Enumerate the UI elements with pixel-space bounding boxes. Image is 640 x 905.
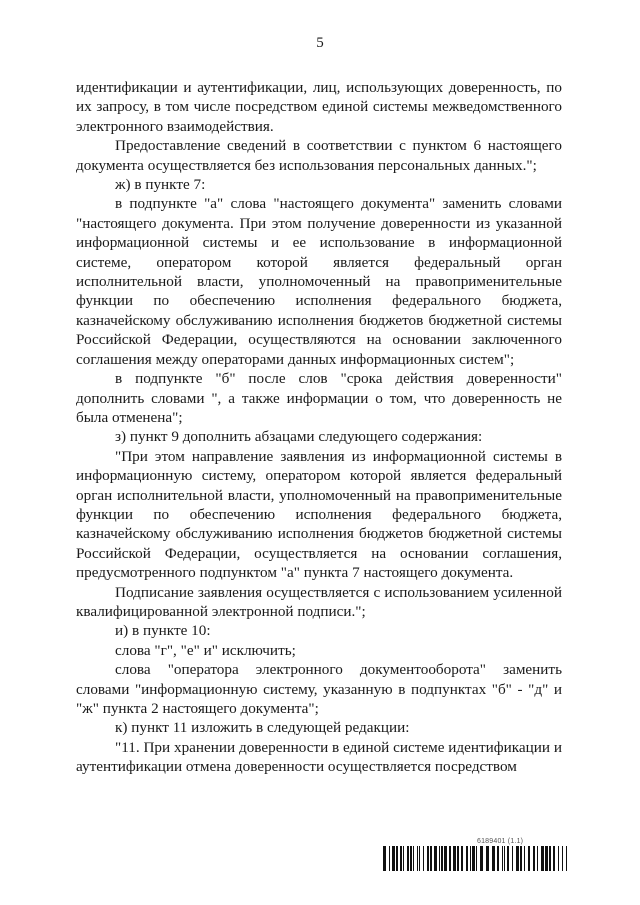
barcode-bar [419,846,420,871]
barcode-image [383,846,570,871]
barcode-bar [553,846,555,871]
paragraph-1: идентификации и аутентификации, лиц, использующих доверенность, по их запросу, в том числе посредством единой системы межведомственного электронного взаимодействия. [76,79,562,135]
barcode-bar [533,846,535,871]
barcode-bar [507,846,509,871]
barcode-bar [449,846,451,871]
barcode-bar [562,846,563,871]
barcode-bar [410,846,412,871]
barcode-bar [497,846,499,871]
paragraph-10: слова "г", "е" и" исключить; [115,641,296,659]
barcode-bar [444,846,447,871]
barcode-bar [407,846,409,871]
barcode-bar [441,846,443,871]
barcode-bar [492,846,495,871]
barcode-bar [417,846,418,871]
barcode-bar [466,846,468,871]
barcode-bar [545,846,548,871]
page-number: 5 [316,35,324,51]
barcode-bar [461,846,463,871]
paragraph-6: з) пункт 9 дополнить абзацами следующего содержания: [115,428,483,446]
paragraph-11: слова "оператора электронного документооборота" заменить словами "информационную систему, указанную в подпунктах "б" - "д" и "ж" пункта 2 настоящего документа"; [76,661,562,717]
barcode-bar [453,846,456,871]
barcode-bar [549,846,551,871]
barcode-bar [383,846,386,871]
barcode-bar [427,846,429,871]
barcode-bar [400,846,402,871]
barcode-number: 6189401 (1.1) [477,838,524,845]
barcode-bar [430,846,432,871]
barcode-bar [457,846,459,871]
paragraph-2: Предоставление сведений в соответствии с пунктом 6 настоящего документа осуществляется без использования персональных данных."; [76,137,562,174]
barcode-bar [423,846,424,871]
paragraph-3: ж) в пункте 7: [115,176,206,194]
barcode-bar [541,846,544,871]
barcode-bar [470,846,471,871]
barcode-bar [472,846,475,871]
barcode-bar [516,846,519,871]
barcode-bar [512,846,513,871]
barcode-bar [403,846,404,871]
paragraph-5: в подпункте "б" после слов "срока действия доверенности" дополнить словами ", а также информации о том, что доверенность не была отменена"; [76,370,562,426]
barcode-bar [520,846,522,871]
barcode-bar [439,846,440,871]
barcode-bar [524,846,525,871]
paragraph-7: "При этом направление заявления из информационной системы в информационную систему, оператором которой является федеральный орган исполнительной власти, уполномоченный на правоприменительные функции по обеспечению исполнения федерального бюджета, казначейскому обслуживанию исполнения бюджетов бюджетной системы Российской Федерации, осуществляется на основании соглашения, предусмотренного подпунктом "а" пункта 7 настоящего документа. [76,447,562,582]
barcode-bar [504,846,505,871]
paragraph-9: и) в пункте 10: [115,622,211,640]
barcode-bar [476,846,477,871]
paragraph-8: Подписание заявления осуществляется с использованием усиленной квалифицированной электронной подписи."; [76,583,562,620]
barcode-bar [528,846,530,871]
barcode-bar [558,846,559,871]
barcode-bar [434,846,437,871]
barcode-bar [502,846,503,871]
paragraph-13: "11. При хранении доверенности в единой системе идентификации и аутентификации отмена доверенности осуществляется посредством [76,738,562,776]
barcode-bar [566,846,567,871]
barcode-block [383,838,570,871]
barcode-bar [537,846,538,871]
barcode-bar [392,846,395,871]
barcode-bar [486,846,489,871]
document-body [76,78,562,777]
barcode-bar [389,846,390,871]
barcode-bar [480,846,483,871]
paragraph-12: к) пункт 11 изложить в следующей редакции: [115,719,410,737]
barcode-bar [413,846,414,871]
paragraph-4: в подпункте "а" слова "настоящего документа" заменить словами "настоящего документа. При этом получение доверенности из указанной информационной системы и ее использование в информационной системе, оператором которой является федеральный орган исполнительной власти, уполномоченный на правоприменительные функции по обеспечению исполнения федерального бюджета, казначейскому обслуживанию исполнения бюджетов бюджетной системы Российской Федерации, осуществляются на основании заключенного соглашения между операторами данных информационных систем"; [76,195,562,368]
barcode-bar [396,846,398,871]
